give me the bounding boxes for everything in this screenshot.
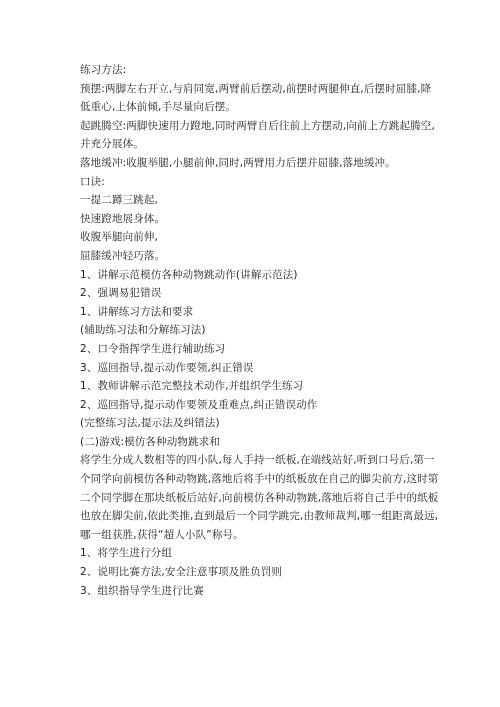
section-heading-game: (二)游戏:模仿各种动物跳求和	[80, 435, 220, 448]
list-item: 1、将学生进行分组	[80, 547, 173, 560]
section-heading-practice-method: 练习方法:	[80, 64, 127, 76]
text-line: 起跳腾空:两脚快速用力蹬地,同时两臂自后往前上方摆动,向前上方跳起腾空,	[80, 119, 435, 132]
method-note: (完整练习法,提示法及纠错法)	[80, 417, 220, 430]
text-line: 预摆:两脚左右开立,与肩同宽,两臂前后摆动,前摆时两腿伸直,后摆时屈膝,降	[80, 82, 432, 95]
mnemonic-line: 一提二蹲三跳起,	[80, 194, 159, 207]
section-heading-mnemonic: 口诀:	[80, 175, 105, 188]
list-item: 1、讲解练习方法和要求	[80, 305, 194, 318]
list-item: 3、巡回指导,提示动作要领,纠正错误	[80, 361, 254, 374]
list-item: 2、强调易犯错误	[80, 287, 162, 300]
text-line: 也放在脚尖前,依此类推,直到最后一个同学跳完,由教师裁判,哪一组距离最远,	[80, 510, 439, 523]
text-line: 低重心,上体前倾,手尽量向后摆。	[80, 101, 237, 114]
text-line: 落地缓冲:收腹举腿,小腿前伸,同时,两臂用力后摆并屈膝,落地缓冲。	[80, 156, 396, 169]
mnemonic-line: 快速蹬地展身体。	[80, 212, 166, 225]
document-body	[80, 61, 442, 600]
mnemonic-line: 收腹举腿向前伸,	[80, 231, 159, 244]
method-note: (辅助练习法和分解练习法)	[80, 324, 206, 337]
text-line: 将学生分成人数相等的四小队,每人手持一纸板,在端线站好,听到口号后,第一	[80, 454, 435, 467]
list-item: 1、教师讲解示范完整技术动作,并组织学生练习	[80, 380, 304, 393]
list-item: 3、组织指导学生进行比赛	[80, 584, 204, 597]
list-item: 1、讲解示范模仿各种动物跳动作(讲解示范法)	[80, 268, 298, 281]
text-line: 二个同学脚在那块纸板后站好,向前模仿各种动物跳,落地后将自己手中的纸板	[80, 491, 439, 504]
list-item: 2、巡回指导,提示动作要领及重难点,纠正错误动作	[80, 398, 318, 411]
mnemonic-line: 屈膝缓冲轻巧落。	[80, 249, 166, 262]
text-line: 个同学向前模仿各种动物跳,落地后将手中的纸板放在自己的脚尖前方,这时第	[80, 473, 439, 486]
text-line: 并充分展体。	[80, 138, 144, 151]
text-line: 哪一组获胜,获得“超人小队”称号。	[80, 528, 244, 541]
list-item: 2、口令指挥学生进行辅助练习	[80, 342, 226, 355]
list-item: 2、说明比赛方法,安全注意事项及胜负罚则	[80, 566, 283, 579]
